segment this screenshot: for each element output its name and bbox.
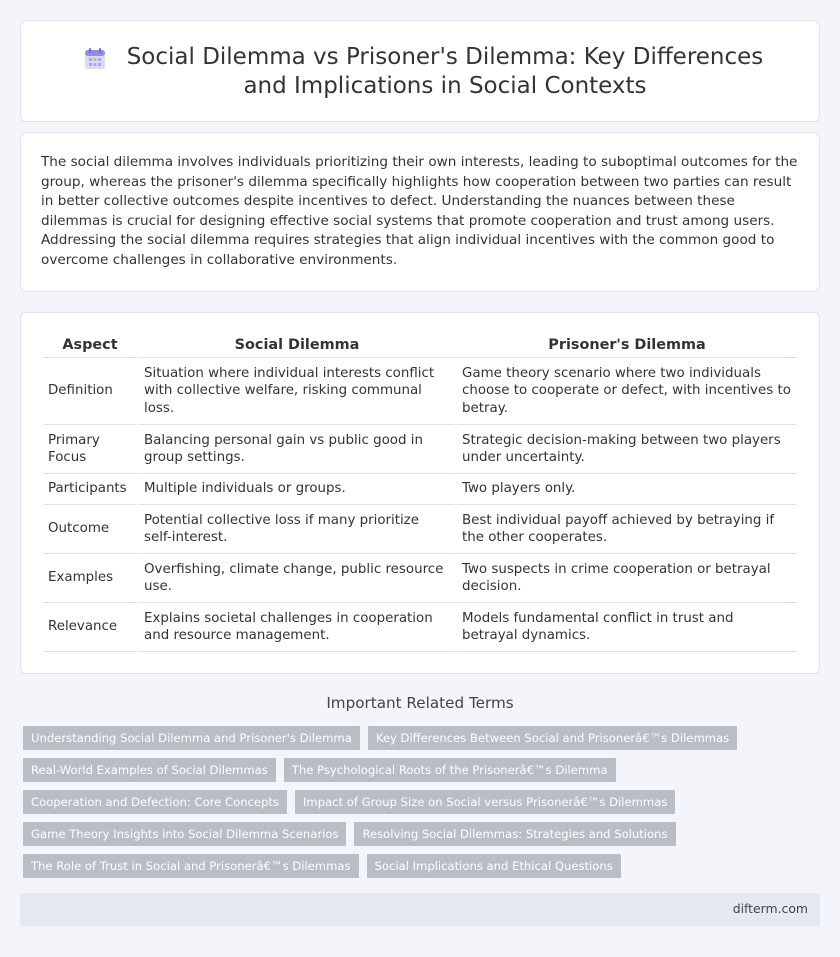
row-aspect: Outcome bbox=[43, 505, 137, 554]
related-term-link[interactable]: Real-World Examples of Social Dilemmas bbox=[23, 758, 276, 782]
row-aspect: Examples bbox=[43, 554, 137, 603]
row-social-dilemma: Multiple individuals or groups. bbox=[139, 474, 455, 505]
related-term-link[interactable]: Game Theory Insights into Social Dilemma Scenarios bbox=[23, 822, 346, 846]
table-header-row bbox=[43, 335, 797, 358]
row-aspect: Participants bbox=[43, 474, 137, 505]
row-social-dilemma: Potential collective loss if many prioritize self-interest. bbox=[139, 505, 455, 554]
related-term-link[interactable]: Social Implications and Ethical Questions bbox=[367, 854, 621, 878]
row-social-dilemma: Balancing personal gain vs public good in group settings. bbox=[139, 425, 455, 474]
row-aspect: Primary Focus bbox=[43, 425, 137, 474]
row-social-dilemma: Situation where individual interests conflict with collective welfare, risking communal loss. bbox=[139, 358, 455, 425]
related-term-link[interactable]: Key Differences Between Social and Prisonerâ€™s Dilemmas bbox=[368, 726, 737, 750]
row-prisoners-dilemma: Game theory scenario where two individuals choose to cooperate or defect, with incentives to betray. bbox=[457, 358, 797, 425]
row-social-dilemma: Explains societal challenges in cooperation and resource management. bbox=[139, 603, 455, 652]
comparison-card bbox=[20, 312, 820, 674]
related-terms-list bbox=[23, 726, 823, 886]
title-card bbox=[20, 20, 820, 122]
table-row bbox=[43, 603, 797, 652]
page-title: Social Dilemma vs Prisoner's Dilemma: Key Differences and Implications in Social Contexts bbox=[126, 44, 764, 99]
footer bbox=[20, 893, 820, 926]
table-row bbox=[43, 474, 797, 505]
intro-paragraph: The social dilemma involves individuals prioritizing their own interests, leading to suboptimal outcomes for the group, whereas the prisoner's dilemma specifically highlights how cooperation between two parties can result in better collective outcomes despite incentives to defect. Understanding the nuances between these dilemmas is crucial for designing effective social systems that promote cooperation and trust among users. Addressing the social dilemma requires strategies that align individual incentives with the common good to overcome challenges in collaborative environments. bbox=[41, 154, 798, 268]
comparison-table bbox=[41, 335, 799, 652]
related-term-link[interactable]: Impact of Group Size on Social versus Prisonerâ€™s Dilemmas bbox=[295, 790, 675, 814]
row-aspect: Definition bbox=[43, 358, 137, 425]
header-prisoners-dilemma: Prisoner's Dilemma bbox=[457, 335, 797, 358]
related-term-link[interactable]: Cooperation and Defection: Core Concepts bbox=[23, 790, 287, 814]
row-prisoners-dilemma: Models fundamental conflict in trust and betrayal dynamics. bbox=[457, 603, 797, 652]
related-term-link[interactable]: Resolving Social Dilemmas: Strategies and Solutions bbox=[354, 822, 675, 846]
related-term-link[interactable]: Understanding Social Dilemma and Prisoner's Dilemma bbox=[23, 726, 360, 750]
header-aspect: Aspect bbox=[43, 335, 137, 358]
row-prisoners-dilemma: Two suspects in crime cooperation or betrayal decision. bbox=[457, 554, 797, 603]
row-social-dilemma: Overfishing, climate change, public resource use. bbox=[139, 554, 455, 603]
related-terms-title: Important Related Terms bbox=[326, 694, 514, 712]
footer-site-link[interactable]: difterm.com bbox=[732, 901, 808, 916]
row-prisoners-dilemma: Strategic decision-making between two players under uncertainty. bbox=[457, 425, 797, 474]
table-row bbox=[43, 554, 797, 603]
table-row bbox=[43, 358, 797, 425]
intro-card bbox=[20, 132, 820, 292]
table-row bbox=[43, 425, 797, 474]
row-aspect: Relevance bbox=[43, 603, 137, 652]
related-term-link[interactable]: The Psychological Roots of the Prisonerâ€™s Dilemma bbox=[284, 758, 616, 782]
row-prisoners-dilemma: Best individual payoff achieved by betraying if the other cooperates. bbox=[457, 505, 797, 554]
header-social-dilemma: Social Dilemma bbox=[139, 335, 455, 358]
row-prisoners-dilemma: Two players only. bbox=[457, 474, 797, 505]
related-term-link[interactable]: The Role of Trust in Social and Prisonerâ€™s Dilemmas bbox=[23, 854, 359, 878]
table-row bbox=[43, 505, 797, 554]
